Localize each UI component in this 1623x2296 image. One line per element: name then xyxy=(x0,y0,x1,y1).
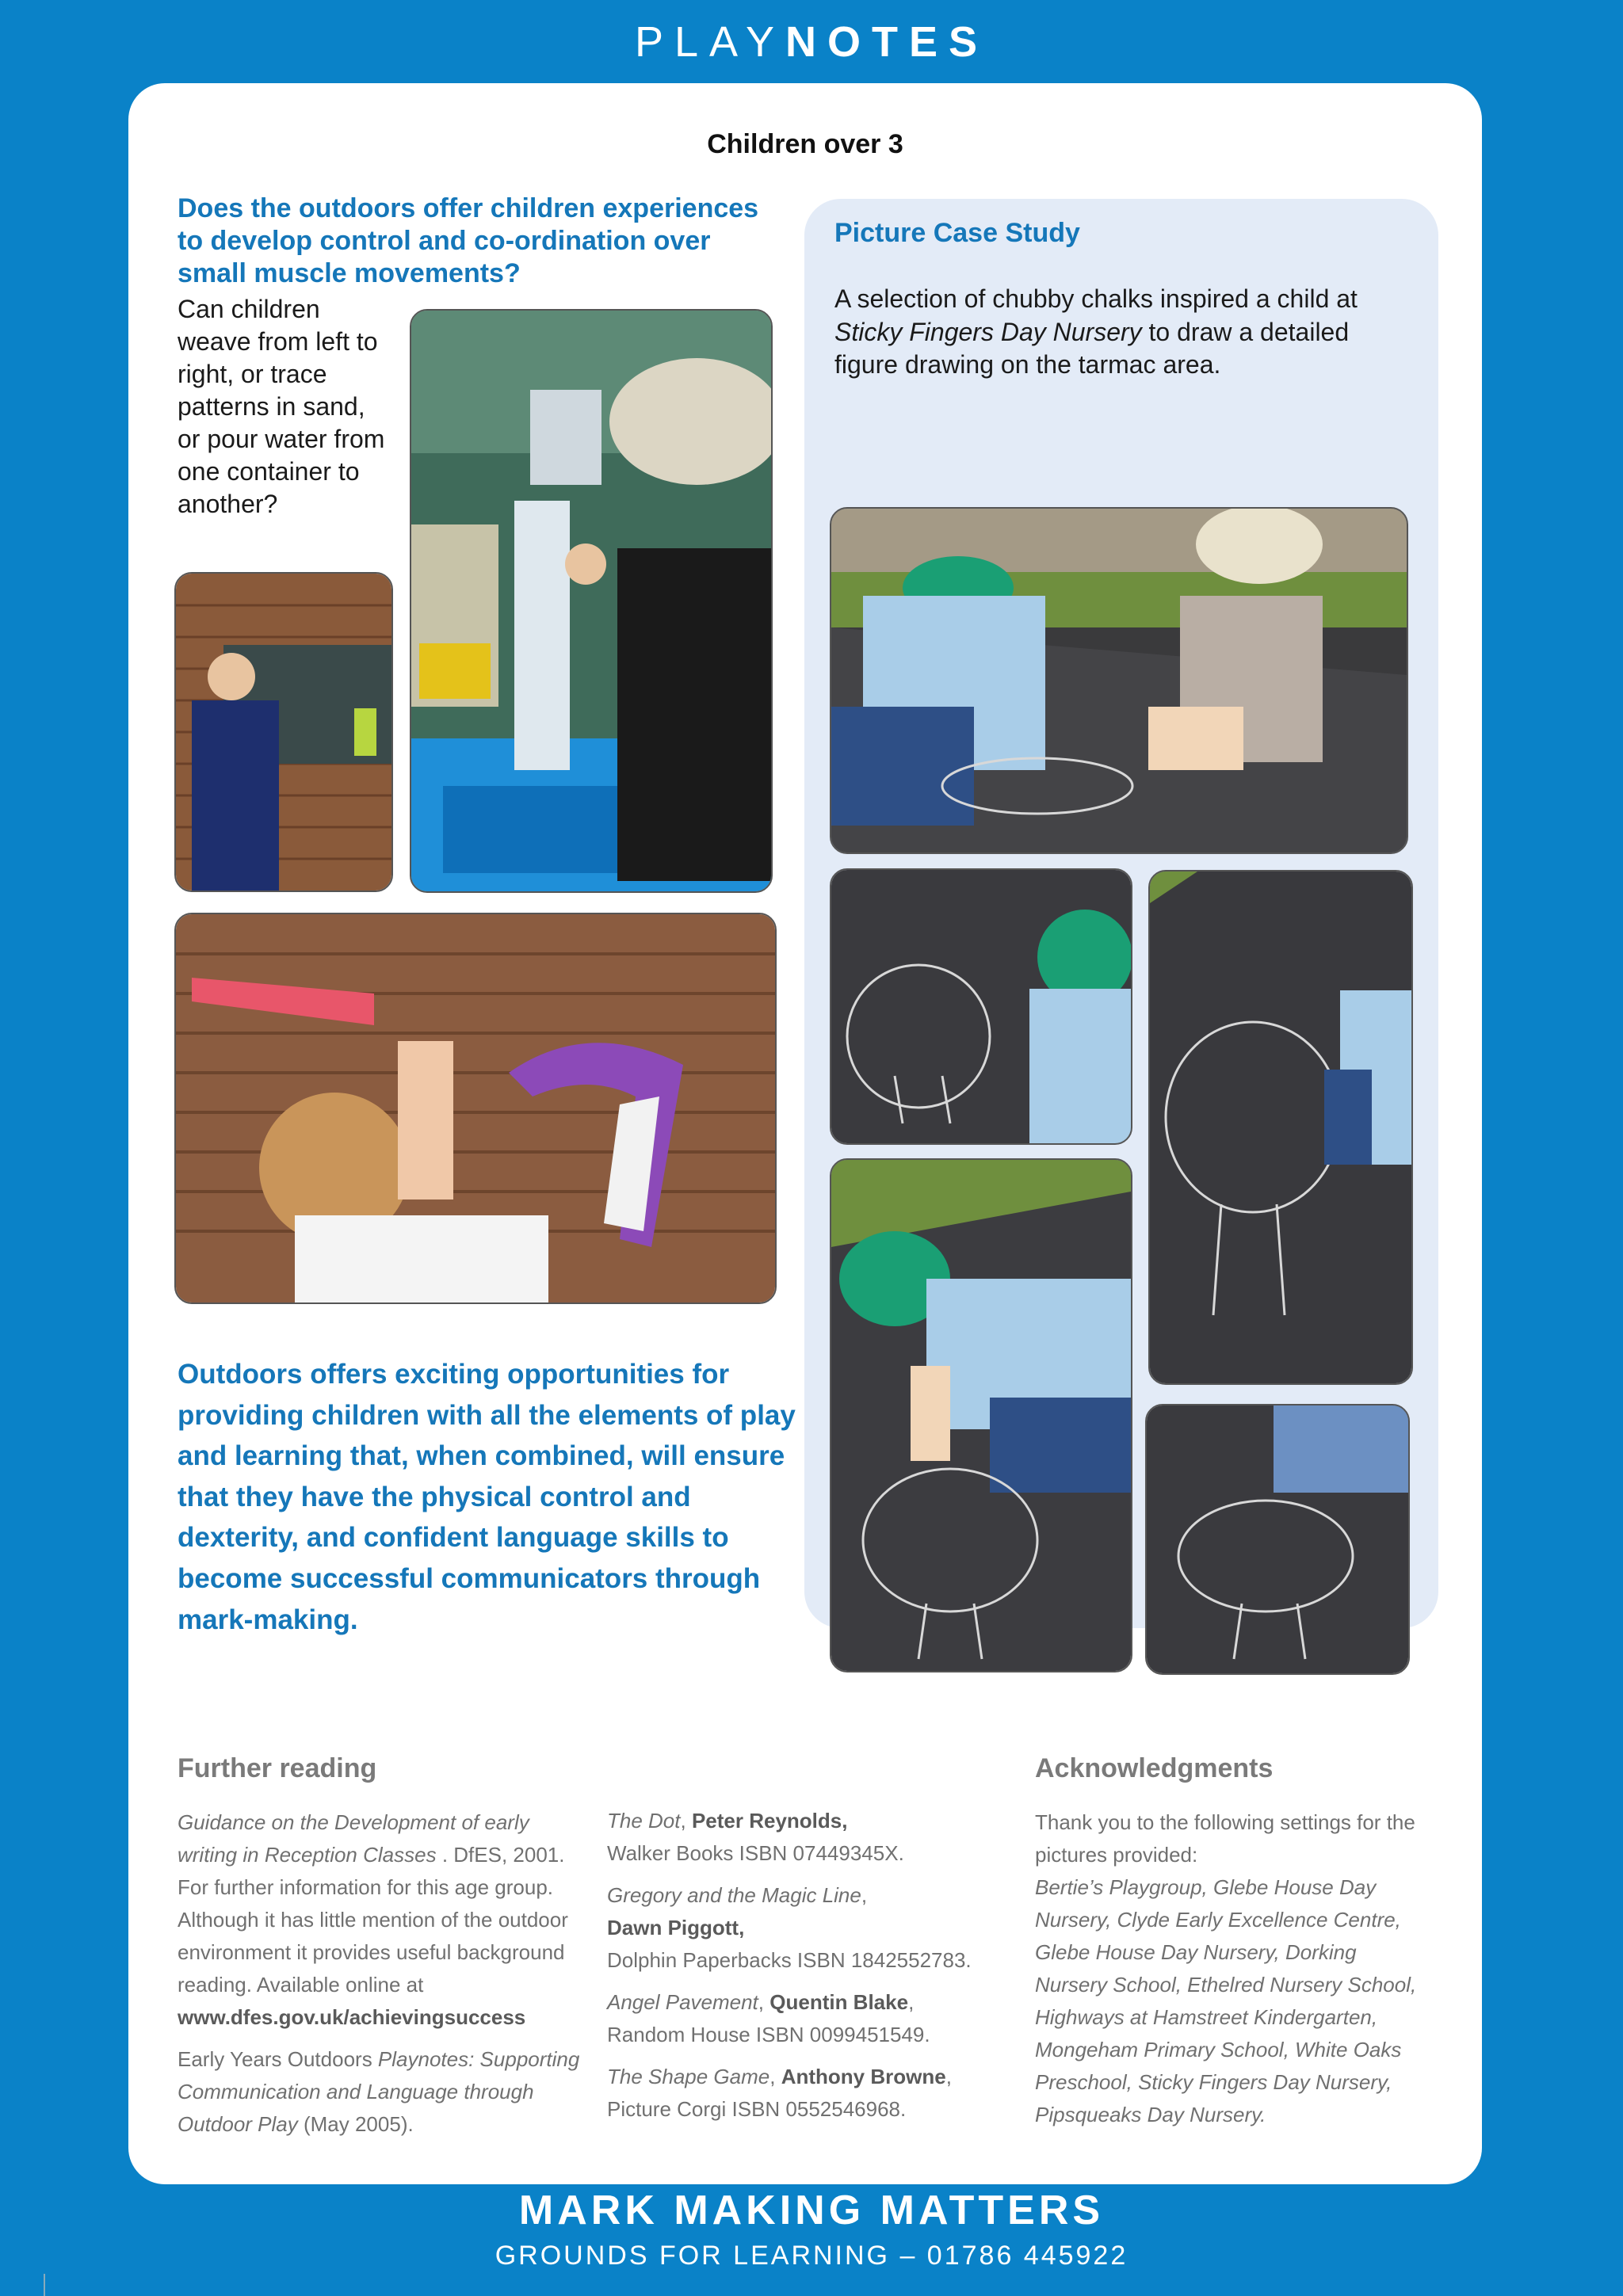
book-author: Dawn Piggott, xyxy=(607,1916,745,1939)
book-author: Anthony Browne xyxy=(781,2065,946,2088)
further-reading-col1 xyxy=(178,1806,590,2150)
book-entry: Gregory and the Magic Line, Dawn Piggott, Dolphin Paperbacks ISBN 1842552783. xyxy=(607,1883,972,1972)
case-text-italic: Sticky Fingers Day Nursery xyxy=(834,317,1142,346)
book-publisher: Walker Books ISBN 07449345X. xyxy=(607,1841,904,1865)
case-study-title: Picture Case Study xyxy=(834,218,1080,248)
book-publisher: Picture Corgi ISBN 0552546968. xyxy=(607,2097,907,2121)
book-title: Gregory and the Magic Line xyxy=(607,1883,861,1907)
question-heading: Does the outdoors offer children experiences to develop control and co-ordination over small muscle movements? xyxy=(178,193,759,288)
case-text-after: to draw a detailed figure drawing on the tarmac area. xyxy=(834,317,1350,379)
further-reading-col2 xyxy=(607,1805,1019,2135)
header-light: PLAY xyxy=(634,18,786,66)
ack-intro: Thank you to the following settings for the pictures provided: xyxy=(1035,1810,1415,1867)
book-title: The Shape Game xyxy=(607,2065,770,2088)
ref1-title: Guidance on the Development of early writing in Reception Classes xyxy=(178,1810,529,1867)
ref2-title: Playnotes: Supporting Communication and Language through Outdoor Play xyxy=(178,2047,580,2136)
ack-list: Bertie’s Playgroup, Glebe House Day Nursery, Clyde Early Excellence Centre, Glebe House Day Nursery, Dorking Nursery School, Ethelred Nursery School, Highways at Hamstreet Kindergarten, Mongeham Primary School, White Oaks Preschool, Sticky Fingers Day Nursery, Pipsqueaks Day Nursery. xyxy=(1035,1875,1417,2126)
acknowledgments-text xyxy=(1035,1806,1423,2131)
photo-ribbons-wall xyxy=(174,913,777,1304)
header-bold: NOTES xyxy=(785,18,989,66)
case-text-before: A selection of chubby chalks inspired a child at xyxy=(834,284,1358,313)
photo-children-chalking xyxy=(830,507,1408,854)
further-reading-title: Further reading xyxy=(178,1753,377,1783)
photo-chalk-figure-1 xyxy=(830,868,1132,1145)
question-body: Can children weave from left to right, or trace patterns in sand, or pour water from one container to another? xyxy=(178,295,385,518)
ref2-prefix: Early Years Outdoors xyxy=(178,2047,378,2071)
book-publisher: Random House ISBN 0099451549. xyxy=(607,2023,930,2046)
photo-chalk-figure-3 xyxy=(1145,1404,1410,1675)
footer-title: MARK MAKING MATTERS xyxy=(518,2187,1105,2233)
ref1-text: . DfES, 2001. For further information for this age group. Although it has little mention of the outdoor environment it provides useful background reading. Available online at xyxy=(178,1843,568,1997)
book-entry: The Dot, Peter Reynolds, Walker Books ISBN 07449345X. xyxy=(607,1809,904,1865)
crop-mark xyxy=(44,2274,45,2296)
book-entry: Angel Pavement, Quentin Blake, Random House ISBN 0099451549. xyxy=(607,1990,930,2046)
book-title: Angel Pavement xyxy=(607,1990,758,2014)
page-subtitle: Children over 3 xyxy=(707,129,903,159)
photo-boy-drawing xyxy=(830,1158,1132,1672)
book-author: Quentin Blake xyxy=(769,1990,909,2014)
acknowledgments-title: Acknowledgments xyxy=(1035,1753,1274,1783)
footer-subtitle: GROUNDS FOR LEARNING – 01786 445922 xyxy=(495,2241,1128,2271)
photo-pouring-water xyxy=(410,309,773,893)
header-title xyxy=(0,14,1623,70)
quote-outdoors: Outdoors offers exciting opportunities for providing children with all the elements of play and learning that, when combined, will ensure that they have the physical control and dexterity, and confident language skills to become successful communicators through mark-making. xyxy=(178,1359,796,1635)
book-publisher: Dolphin Paperbacks ISBN 1842552783. xyxy=(607,1948,972,1972)
book-title: The Dot xyxy=(607,1809,681,1833)
photo-chalk-figure-2 xyxy=(1148,870,1413,1385)
content-card xyxy=(128,83,1482,2184)
case-study-text xyxy=(834,283,1413,382)
photo-child-painting-wall xyxy=(174,572,393,892)
book-author: Peter Reynolds, xyxy=(691,1809,848,1833)
case-study-panel xyxy=(804,199,1438,1628)
ref1-url[interactable]: www.dfes.gov.uk/achievingsuccess xyxy=(178,2005,526,2029)
book-entry: The Shape Game, Anthony Browne, Picture Corgi ISBN 0552546968. xyxy=(607,2065,952,2121)
ref2-suffix: (May 2005). xyxy=(297,2112,414,2136)
